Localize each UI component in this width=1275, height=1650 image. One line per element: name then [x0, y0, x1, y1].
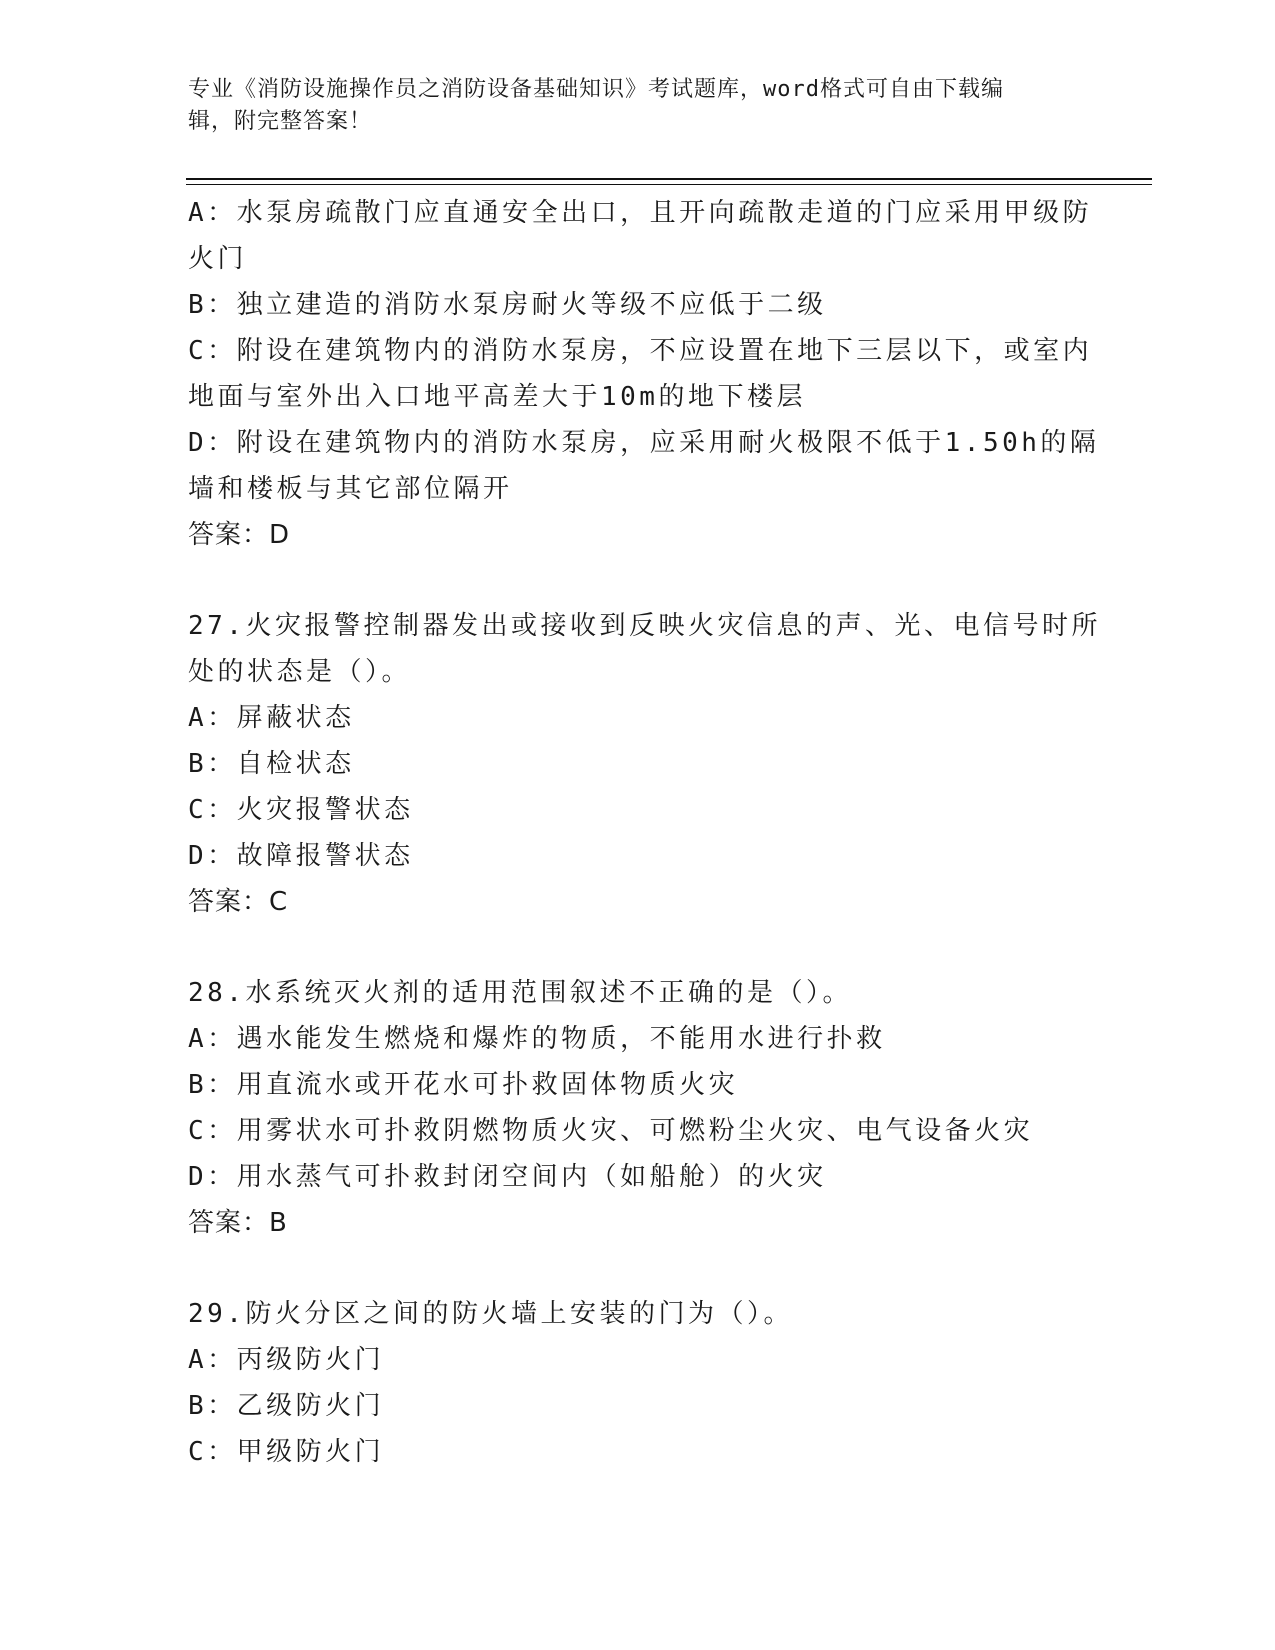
option-d: D：用水蒸气可扑救封闭空间内（如船舱）的火灾 — [188, 1162, 827, 1192]
option-a: A：丙级防火门 — [188, 1345, 385, 1375]
question-spacer — [188, 925, 1088, 970]
option-c: C：用雾状水可扑救阴燃物质火灾、可燃粉尘火灾、电气设备火灾 — [188, 1116, 1034, 1146]
document-header — [188, 74, 1068, 138]
header-line-2: 辑，附完整答案！ — [188, 109, 373, 134]
question-26-continued — [188, 190, 1100, 558]
option-b: B：自检状态 — [188, 749, 355, 779]
option-c: C：甲级防火门 — [188, 1437, 385, 1467]
question-stem-line-2: 处的状态是（）。 — [188, 657, 412, 687]
header-divider-thin — [186, 184, 1152, 185]
question-stem-line-1: 27.火灾报警控制器发出或接收到反映火灾信息的声、光、电信号时所 — [188, 611, 1101, 641]
option-c: C：火灾报警状态 — [188, 795, 414, 825]
question-stem: 29.防火分区之间的防火墙上安装的门为（）。 — [188, 1299, 793, 1329]
header-divider-thick — [186, 178, 1152, 180]
answer: 答案：D — [188, 520, 291, 550]
question-stem: 28.水系统灭火剂的适用范围叙述不正确的是（）。 — [188, 978, 852, 1008]
option-b: B：独立建造的消防水泵房耐火等级不应低于二级 — [188, 290, 827, 320]
option-c-line-2: 地面与室外出入口地平高差大于10m的地下楼层 — [188, 382, 806, 412]
option-a: A：屏蔽状态 — [188, 703, 355, 733]
question-list — [188, 190, 1101, 1475]
question-spacer — [188, 558, 1088, 603]
option-a-line-2: 火门 — [188, 244, 248, 274]
question-28 — [188, 970, 1088, 1246]
option-d-line-1: D：附设在建筑物内的消防水泵房，应采用耐火极限不低于1.50h的隔 — [188, 428, 1100, 458]
option-d-line-2: 墙和楼板与其它部位隔开 — [188, 474, 513, 504]
question-spacer — [188, 1246, 1088, 1291]
option-c-line-1: C：附设在建筑物内的消防水泵房，不应设置在地下三层以下，或室内 — [188, 336, 1093, 366]
option-a: A：遇水能发生燃烧和爆炸的物质，不能用水进行扑救 — [188, 1024, 886, 1054]
answer: 答案：B — [188, 1208, 288, 1238]
option-a-line-1: A：水泵房疏散门应直通安全出口，且开向疏散走道的门应采用甲级防 — [188, 198, 1093, 228]
option-b: B：乙级防火门 — [188, 1391, 385, 1421]
header-line-1: 专业《消防设施操作员之消防设备基础知识》考试题库，word格式可自由下载编 — [188, 77, 1004, 102]
question-29 — [188, 1291, 1088, 1475]
answer: 答案：C — [188, 887, 289, 917]
option-b: B：用直流水或开花水可扑救固体物质火灾 — [188, 1070, 739, 1100]
question-27 — [188, 603, 1101, 925]
option-d: D：故障报警状态 — [188, 841, 414, 871]
